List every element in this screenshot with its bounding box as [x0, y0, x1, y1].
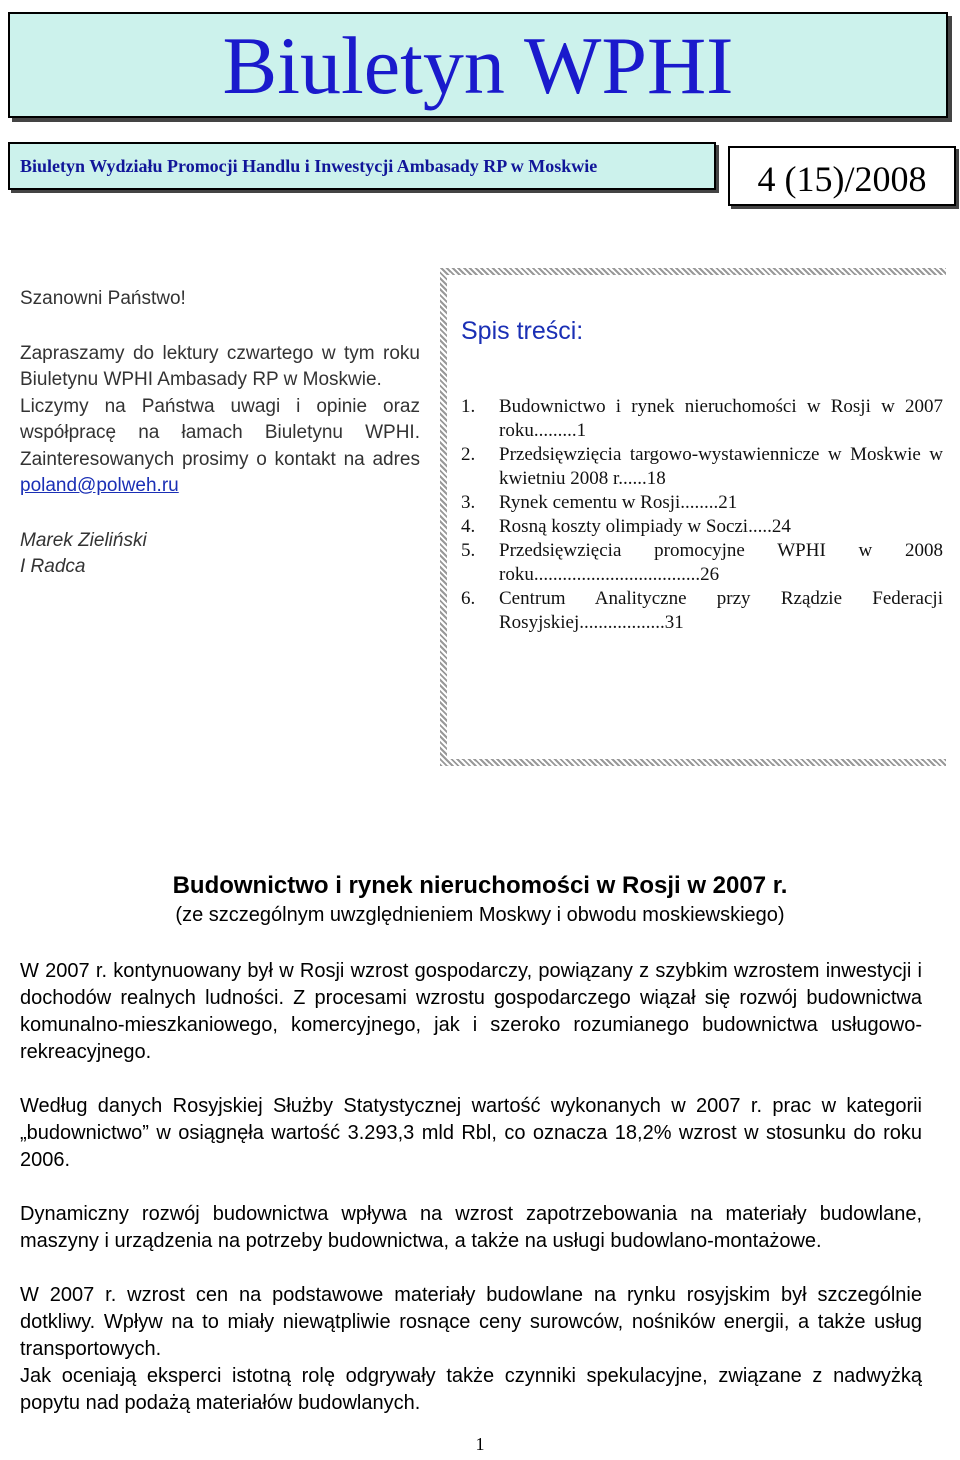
toc-list [461, 395, 943, 635]
intro-greeting: Szanowni Państwo! [20, 288, 186, 309]
toc-item-number: 5. [461, 540, 476, 561]
article-body [20, 958, 922, 1417]
article-paragraph: Jak oceniają eksperci istotną rolę odgrywały także czynniki spekulacyjne, związane z nadwyżką popytu nad podażą materiałów budowlanych. [20, 1365, 922, 1414]
masthead-banner [8, 12, 948, 118]
toc-item[interactable] [461, 515, 943, 539]
intro-paragraph-2 [20, 394, 420, 500]
signature-title: I Radca [20, 556, 86, 577]
toc-item-text: Przedsięwzięcia targowo-wystawiennicze w Moskwie w kwietniu 2008 r......18 [499, 444, 943, 489]
toc-item-number: 3. [461, 492, 476, 513]
masthead-title: Biuletyn WPHI [222, 20, 734, 111]
toc-item-number: 1. [461, 396, 476, 417]
page-number: 1 [475, 1434, 485, 1454]
toc-item-text: Budownictwo i rynek nieruchomości w Rosji w 2007 roku.........1 [499, 396, 943, 441]
masthead-subtitle: Biuletyn Wydziału Promocji Handlu i Inwestycji Ambasady RP w Moskwie [20, 156, 598, 176]
intro-paragraph-1: Zapraszamy do lektury czwartego w tym roku Biuletynu WPHI Ambasady RP w Moskwie. [20, 342, 420, 390]
article-paragraph: W 2007 r. kontynuowany był w Rosji wzrost gospodarczy, powiązany z szybkim wzrostem inwestycji i dochodów realnych ludności. Z procesami wzrostu gospodarczego wiązał się rozwój budownictwa komunalno-mieszkaniowego, komercyjnego, jak i szeroko rozumianego budownictwa usługowo-rekreacyjnego. [20, 960, 922, 1063]
toc-item[interactable] [461, 491, 943, 515]
toc-item[interactable] [461, 395, 943, 443]
article-paragraph: Według danych Rosyjskiej Służby Statystycznej wartość wykonanych w 2007 r. prac w kategorii „budownictwo” w osiągnęła wartość 3.293,3 mld Rbl, co oznacza 18,2% wzrost w stosunku do roku 2006. [20, 1095, 922, 1171]
article-paragraph: Dynamiczny rozwój budownictwa wpływa na wzrost zapotrzebowania na materiały budowlane, maszyny i urządzenia na potrzeby budownictwa, a także na usługi budowlano-montażowe. [20, 1203, 922, 1252]
signature-name: Marek Zieliński [20, 529, 147, 551]
issue-number: 4 (15)/2008 [757, 159, 927, 199]
toc-item[interactable] [461, 587, 943, 635]
toc-item-number: 4. [461, 516, 476, 537]
toc-item-text: Rynek cementu w Rosji........21 [499, 492, 738, 513]
issue-box [728, 146, 956, 206]
toc-item-text: Rosną koszty olimpiady w Soczi.....24 [499, 516, 791, 537]
intro-paragraph-2-text: Liczymy na Państwa uwagi i opinie oraz współpracę na łamach Biuletynu WPHI. Zainteresowanych prosimy o kontakt na adres [20, 395, 420, 470]
toc-box [440, 268, 946, 766]
article-paragraph: W 2007 r. wzrost cen na podstawowe materiały budowlane na rynku rosyjskim był szczególnie dotkliwy. Wpływ na to miały niewątpliwie rosnące ceny surowców, nośników energii, a także usług transportowych. [20, 1284, 922, 1360]
toc-item-number: 2. [461, 444, 476, 465]
toc-item-number: 6. [461, 588, 476, 609]
toc-item[interactable] [461, 539, 943, 587]
intro-column [20, 286, 420, 581]
toc-item[interactable] [461, 443, 943, 491]
article-title: Budownictwo i rynek nieruchomości w Rosji w 2007 r. [172, 872, 788, 899]
email-link[interactable]: poland@polweh.ru [20, 475, 179, 496]
toc-item-text: Centrum Analityczne przy Rządzie Federacji Rosyjskiej..................31 [499, 588, 943, 633]
article-subtitle: (ze szczególnym uwzględnieniem Moskwy i obwodu moskiewskiego) [175, 904, 785, 926]
subtitle-bar [8, 142, 716, 190]
toc-item-text: Przedsięwzięcia promocyjne WPHI w 2008 roku...................................26 [499, 540, 943, 585]
toc-title: Spis treści: [461, 317, 584, 345]
